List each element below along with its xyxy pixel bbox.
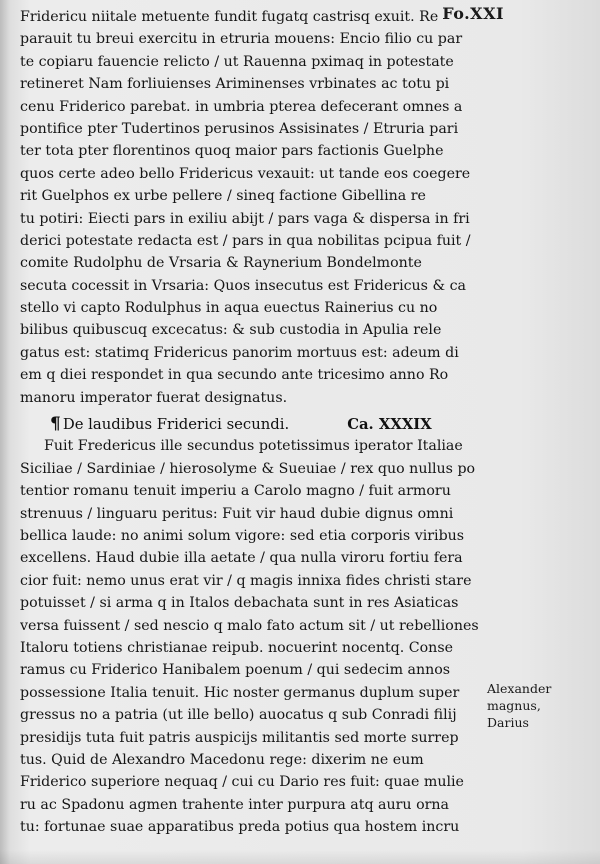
text-line: comite Rudolphu de Vrsaria & Raynerium Bondelmonte xyxy=(20,255,422,272)
text-line: ramus cu Friderico Hanibalem poenum / qui sedecim annos xyxy=(20,662,451,679)
text-line: te copiaru fauencie relicto / ut Rauenna pximaq in potestate xyxy=(20,53,454,70)
text-line: strenuus / linguaru peritus: Fuit vir haud dubie dignus omni xyxy=(20,505,454,522)
text-line: potuisset / si arma q in Italos debachata sunt in res Asiaticas xyxy=(20,595,459,612)
text-line: pontifice pter Tudertinos perusinos Assisinates / Etruria pari xyxy=(20,120,459,137)
marginal-note xyxy=(487,680,592,731)
text-line: tu potiri: Eiecti pars in exiliu abijt / pars vaga & dispersa in fri xyxy=(20,210,470,227)
chapter-number: Ca. XXXIX xyxy=(347,416,432,434)
text-line: derici potestate redacta est / pars in qua nobilitas pcipua fuit / xyxy=(20,232,471,249)
text-line: stello vi capto Rodulphus in aqua euectus Rainerius cu no xyxy=(20,300,438,317)
text-line: secuta cocessit in Vrsaria: Quos insecutus est Fridericus & ca xyxy=(20,277,467,294)
text-line: presidijs tuta fuit patris auspicijs militantis sed morte surrep xyxy=(20,729,459,746)
text-line: ter tota pter florentinos quoq maior pars factionis Guelphe xyxy=(20,143,444,160)
text-line: ru ac Spadonu agmen trahente inter purpura atq auru orna xyxy=(20,796,449,813)
chapter-heading xyxy=(20,413,482,435)
text-line: cior fuit: nemo unus erat vir / q magis innixa fides christi stare xyxy=(20,572,472,589)
text-line: Siciliae / Sardiniae / hierosolyme & Sueuiae / rex quo nullus po xyxy=(20,460,476,477)
paragraph-continuation xyxy=(20,6,482,409)
pilcrow-icon: ¶ xyxy=(50,414,61,435)
text-line: excellens. Haud dubie illa aetate / qua nulla viroru fortiu fera xyxy=(20,550,463,567)
text-line: possessione Italia tenuit. Hic noster germanus duplum super xyxy=(20,684,460,701)
text-line: em q diei respondet in qua secundo ante tricesimo anno Ro xyxy=(20,367,449,384)
text-line: versa fuissent / sed nescio q malo fato actum sit / ut rebelliones xyxy=(20,617,479,634)
text-line: gressus no a patria (ut ille bello) auocatus q sub Conradi filij xyxy=(20,707,457,724)
marginal-note-line: Darius xyxy=(487,715,529,730)
text-line: manoru imperator fuerat designatus. xyxy=(20,389,288,406)
text-line: retineret Nam forliuienses Ariminenses vrbinates ac totu pi xyxy=(20,76,450,93)
text-line: parauit tu breui exercitu in etruria mouens: Encio filio cu par xyxy=(20,31,463,48)
text-line: rit Guelphos ex urbe pellere / sineq factione Gibellina re xyxy=(20,188,426,205)
text-line: Italoru totiens christianae reipub. nocuerint nocentq. Conse xyxy=(20,639,453,656)
main-text-block xyxy=(20,6,482,838)
marginal-note-line: magnus, xyxy=(487,698,541,713)
text-line: bellica laude: no animi solum vigore: sed etia corporis viribus xyxy=(20,527,465,544)
text-line: cenu Friderico parebat. in umbria pterea defecerant omnes a xyxy=(20,98,463,115)
text-line: tu: fortunae suae apparatibus preda potius qua hostem incru xyxy=(20,819,460,836)
chapter-title: De laudibus Friderici secundi. xyxy=(62,416,290,434)
text-line: tentior romanu tenuit imperiu a Carolo magno / fuit armoru xyxy=(20,483,451,500)
text-line: Friderico superiore nequaq / cui cu Dario res fuit: quae mulie xyxy=(20,774,464,791)
text-line: gatus est: statimq Fridericus panorim mortuus est: adeum di xyxy=(20,344,459,361)
text-line: bilibus quibuscuq excecatus: & sub custodia in Apulia rele xyxy=(20,322,442,339)
page-edge-shadow xyxy=(0,850,600,864)
text-line: quos certe adeo bello Fridericus vexauit: ut tande eos coegere xyxy=(20,165,471,182)
text-line: Fridericu niitale metuente fundit fugatq castrisq exuit. Re xyxy=(20,9,439,25)
text-line: tus. Quid de Alexandro Macedonu rege: dixerim ne eum xyxy=(20,751,424,768)
paragraph-laudibus xyxy=(20,435,482,838)
marginal-note-line: Alexander xyxy=(487,681,552,696)
folio-number: Fo.XXI xyxy=(442,4,504,23)
text-line: Fuit Fredericus ille secundus potetissimus iperator Italiae xyxy=(44,438,463,455)
